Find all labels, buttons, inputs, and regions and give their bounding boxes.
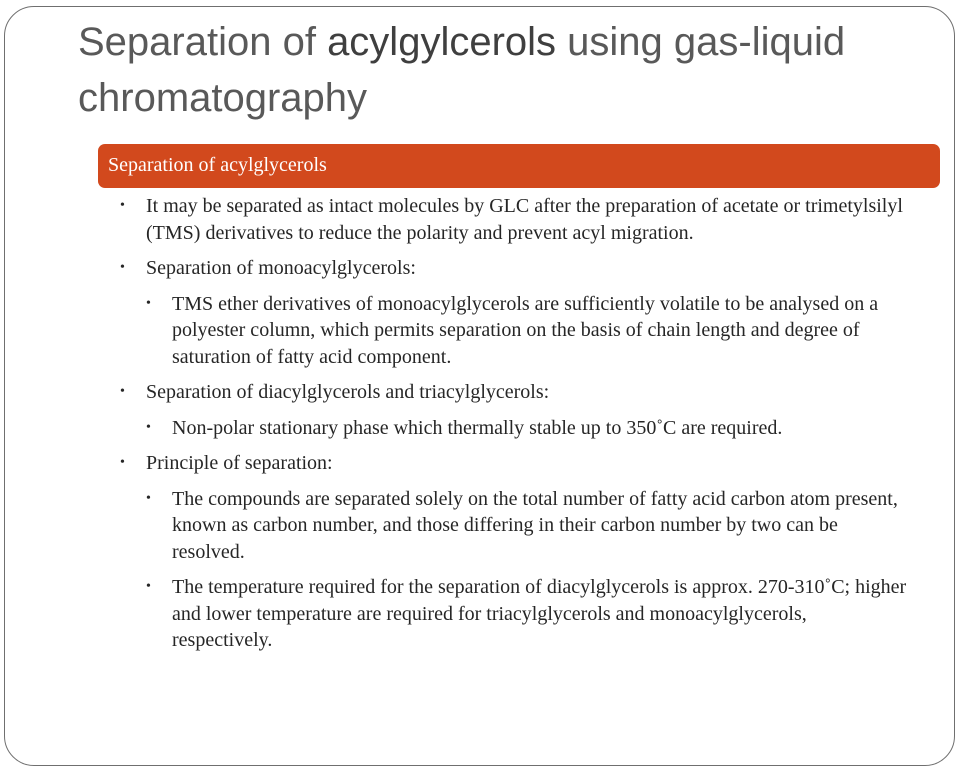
bullet-text: Separation of monoacylglycerols: <box>146 257 416 279</box>
bullet-marker: • <box>120 384 125 399</box>
bullet-marker: • <box>120 260 125 275</box>
bullet-item <box>118 379 908 406</box>
bullet-text: The temperature required for the separation of diacylglycerols is approx. 270-310˚C; higher and lower temperature are required for triacylglycerols and monoacylglycerols, respectively. <box>172 576 907 651</box>
bullet-marker: • <box>120 198 125 213</box>
sub-bullet-item <box>144 415 908 442</box>
bullet-text: Principle of separation: <box>146 452 333 474</box>
sub-bullet-item <box>144 574 908 654</box>
title-emphasis: acylgylcerols <box>327 20 557 64</box>
bullet-marker: • <box>146 295 151 311</box>
sub-bullet-item <box>144 291 908 371</box>
bullet-text: It may be separated as intact molecules by GLC after the preparation of acetate or trimetylsilyl (TMS) derivatives to reduce the polarity and prevent acyl migration. <box>146 195 903 244</box>
bullet-marker: • <box>146 579 151 594</box>
bullet-marker: • <box>120 455 125 470</box>
section-banner <box>98 144 940 188</box>
bullet-item <box>118 450 908 477</box>
title-part-1: Separation of <box>78 20 328 64</box>
section-banner-label: Separation of acylglycerols <box>108 154 327 176</box>
bullet-text: Non-polar stationary phase which thermally stable up to 350˚C are required. <box>172 416 783 439</box>
bullet-item <box>118 193 908 246</box>
bullet-content <box>118 193 908 663</box>
title-part-2: using gas-liquid chromatography <box>78 20 846 120</box>
bullet-marker: • <box>146 490 151 506</box>
slide-title <box>78 14 898 126</box>
sub-bullet-item <box>144 486 908 566</box>
bullet-text: The compounds are separated solely on the total number of fatty acid carbon atom present, known as carbon number, and those differing in their carbon number by two can be resolved. <box>172 487 898 563</box>
bullet-text: TMS ether derivatives of monoacylglycerols are sufficiently volatile to be analysed on a polyester column, which permits separation on the basis of chain length and degree of saturation of fatty acid component. <box>172 292 879 368</box>
bullet-marker: • <box>146 419 151 435</box>
bullet-item <box>118 255 908 282</box>
bullet-text: Separation of diacylglycerols and triacylglycerols: <box>146 381 550 403</box>
